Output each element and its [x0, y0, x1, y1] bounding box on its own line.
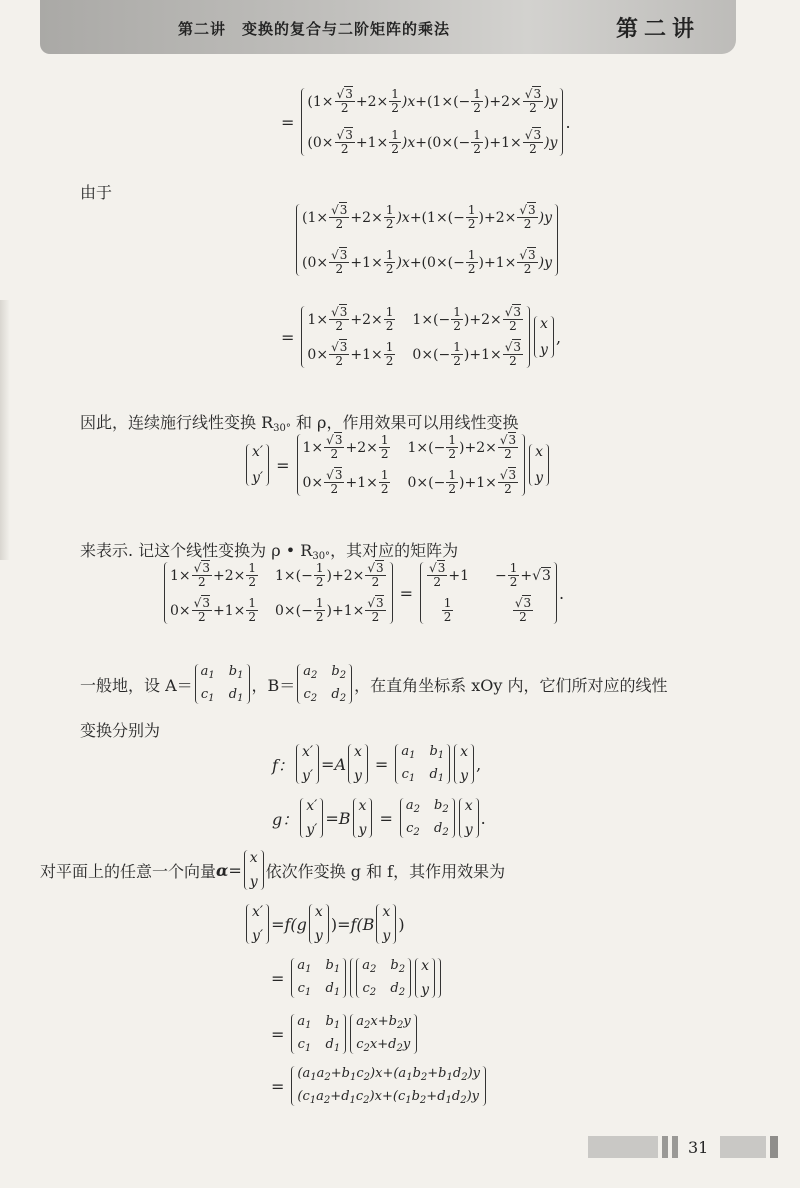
equation-composition-1: x′ y′ = f(g x y ) = f(B x y ) — [244, 904, 405, 944]
matrix-row: ( 1 × $\frac{√3}{2}$ + 2 × $\frac{1}{2}$ )x + ( 1 × (− $\frac{1}{2}$ ) + 2 × $\frac{√3}{2}$ )y — [307, 87, 558, 115]
paragraph-duipingmian: 对平面上的任意一个向量 α = x y 依次作变换 g 和 f，其作用效果为 — [40, 850, 506, 890]
equation-transform-result: x′ y′ = 1 × $\frac{√3}{2}$ + 2 × $\frac{1}{2}$ 1 × (− $\frac{1}{2}$ ) + 2 × $\frac{√3}{2}$ 0 × $\frac{√3}{2}$ + 1 × $\frac{1}{2}$ 0 × (− $\frac{1}{2}$ ) + 1 × $\frac{√3}{2}$ x y — [244, 434, 551, 496]
chapter-badge: 第二讲 — [616, 16, 701, 42]
vector-xy-prime: x′ y′ — [246, 444, 269, 486]
matrix-A: $a_1$ $b_1$ $c_1$ $d_1$ — [195, 664, 250, 704]
paragraph-youyu: 由于 — [80, 183, 113, 202]
equation-g-definition: g： x′ y′ = B x y = $a_2$ $b_2$ $c_2$ $d_2$ x y . — [272, 798, 486, 838]
matrix-product-2x2: 1 × $\frac{√3}{2}$ + 2 × $\frac{1}{2}$ 1 × (− $\frac{1}{2}$ ) + 2 × $\frac{√3}{2}$ 0 × $\frac{√3}{2}$ + 1 × $\frac{1}{2}$ 0 × (− $\frac{1}{2}$ ) + 1 × $\frac{√3}{2}$ — [297, 434, 526, 496]
page-spine-shadow — [0, 300, 10, 560]
footer-bar-right — [720, 1136, 766, 1158]
header-title: 第二讲 变换的复合与二阶矩阵的乘法 — [178, 20, 451, 38]
paragraph-bianhuan: 变换分别为 — [80, 721, 161, 740]
paragraph-laibiaoshi: 来表示. 记这个线性变换为 ρ • $R_{30^\circ}$，其对应的矩阵为 — [80, 541, 459, 562]
equals-sign: = — [281, 112, 295, 132]
equation-expanded-result: = ( 1 × $\frac{√3}{2}$ + 2 × $\frac{1}{2}$ )x + ( 1 × (− $\frac{1}{2}$ ) + 2 × $\frac{√3}{2}$ )y ( 0 × $\frac{√3}{2}$ + 1 × $\frac{1}{2}$ )x + ( 0 × (− $\frac{1}{2}$ ) + 1 × $\frac{√3}{2}$ )y . — [281, 87, 571, 156]
matrix-expanded-column — [301, 88, 563, 156]
matrix-product-2x2: 1 × $\frac{√3}{2}$ + 2 × $\frac{1}{2}$ 1 × (− $\frac{1}{2}$ ) + 2 × $\frac{√3}{2}$ 0 × $\frac{√3}{2}$ + 1 × $\frac{1}{2}$ 0 × (− $\frac{1}{2}$ ) + 1 × $\frac{√3}{2}$ — [164, 562, 393, 624]
paragraph-yinci: 因此，连续施行线性变换 $R_{30^\circ}$ 和 ρ，作用效果可以用线性变换 — [80, 413, 519, 434]
matrix-B: $a_2$ $b_2$ $c_2$ $d_2$ — [297, 664, 352, 704]
footer-bar-mark — [662, 1136, 668, 1158]
equation-composition-3: = $a_1$ $b_1$ $c_1$ $d_1$ $a_2x+b_2y$ $c_2x+d_2y$ — [266, 1014, 419, 1054]
paragraph-yibandi: 一般地，设 A＝ $a_1$ $b_1$ $c_1$ $d_1$ ，B＝ $a_2$ $b_2$ $c_2$ $d_2$ ，在直角坐标系 xOy 内，它们所对应的线性 — [80, 664, 668, 704]
vector-alpha: x y — [244, 850, 264, 890]
matrix-row: ( 0 × $\frac{√3}{2}$ + 1 × $\frac{1}{2}$ )x + ( 0 × (− $\frac{1}{2}$ ) + 1 × $\frac{√3}{2}$ )y — [302, 248, 553, 276]
equation-composition-2: = $a_1$ $b_1$ $c_1$ $d_1$ $a_2$ $b_2$ $c_2$ $d_2$ x y — [266, 958, 443, 998]
footer-bar-mark — [672, 1136, 678, 1158]
matrix-product-2x2: 1 × $\frac{√3}{2}$ + 2 × $\frac{1}{2}$ 1 × (− $\frac{1}{2}$ ) + 2 × $\frac{√3}{2}$ 0 × $\frac{√3}{2}$ + 1 × $\frac{1}{2}$ 0 × (− $\frac{1}{2}$ ) + 1 × $\frac{√3}{2}$ — [301, 306, 530, 368]
matrix-row: ( 0 × $\frac{√3}{2}$ + 1 × $\frac{1}{2}$ )x + ( 0 × (− $\frac{1}{2}$ ) + 1 × $\frac{√3}{2}$ )y — [307, 128, 558, 156]
equation-composition-4: = $(a_1a_2+b_1c_2)x+(a_1b_2+b_1d_2)y$ $(c_1a_2+d_1c_2)x+(c_1b_2+d_1d_2)y$ — [266, 1066, 488, 1106]
equation-matrix-form: = 1 × $\frac{√3}{2}$ + 2 × $\frac{1}{2}$ 1 × (− $\frac{1}{2}$ ) + 2 × $\frac{√3}{2}$ 0 × $\frac{√3}{2}$ + 1 × $\frac{1}{2}$ 0 × (− $\frac{1}{2}$ ) + 1 × $\frac{√3}{2}$ x y , — [281, 305, 562, 368]
vector-xy: x y — [529, 444, 549, 486]
equation-f-definition: f： x′ y′ = A x y = $a_1$ $b_1$ $c_1$ $d_1$ x y , — [272, 744, 482, 784]
footer-bar-left — [588, 1136, 658, 1158]
footer-bar-mark — [770, 1136, 778, 1158]
matrix-expanded-column — [296, 204, 558, 276]
page-header — [40, 0, 736, 54]
matrix-row: ( 1 × $\frac{√3}{2}$ + 2 × $\frac{1}{2}$ )x + ( 1 × (− $\frac{1}{2}$ ) + 2 × $\frac{√3}{2}$ )y — [302, 203, 553, 231]
page-number: 31 — [688, 1138, 709, 1157]
equation-matrix-simplified: 1 × $\frac{√3}{2}$ + 2 × $\frac{1}{2}$ 1 × (− $\frac{1}{2}$ ) + 2 × $\frac{√3}{2}$ 0 × $\frac{√3}{2}$ + 1 × $\frac{1}{2}$ 0 × (− $\frac{1}{2}$ ) + 1 × $\frac{√3}{2}$ = $\frac{√3}{2}$ + 1 − $\frac{1}{2}$ + √ 3 $\frac{1}{2}$ $\frac{√3}{2}$ . — [162, 562, 564, 624]
equation-expanded-column-2 — [294, 204, 560, 276]
vector-xy: x y — [534, 316, 554, 358]
matrix-simplified: $\frac{√3}{2}$ + 1 − $\frac{1}{2}$ + √ 3 $\frac{1}{2}$ $\frac{√3}{2}$ — [420, 562, 557, 624]
